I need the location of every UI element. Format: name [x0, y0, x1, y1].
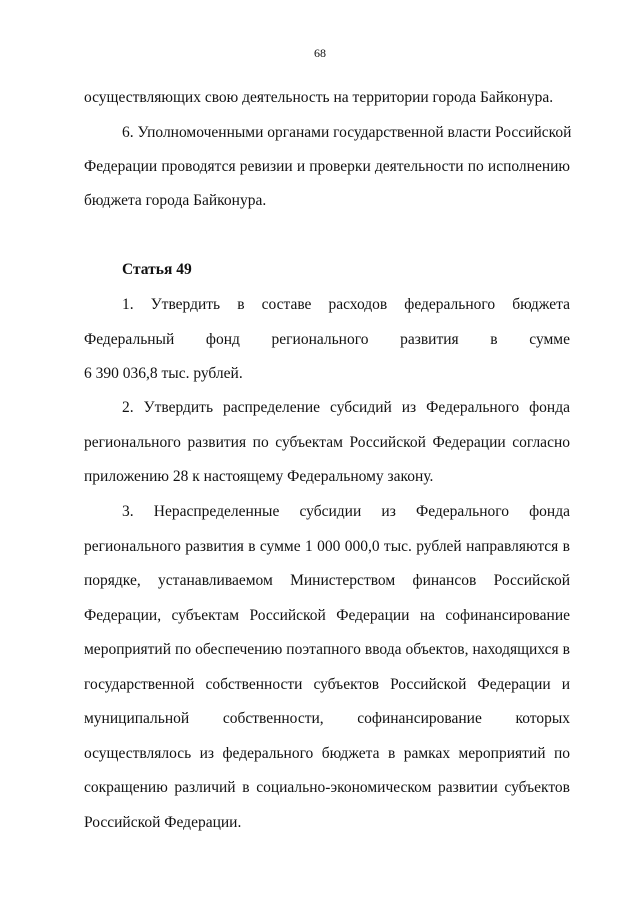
text-line: приложению 28 к настоящему Федеральному закону.: [84, 468, 434, 485]
text-line: регионального развития по субъектам Российской Федерации согласно: [84, 434, 570, 451]
text-line: Федеральный фонд регионального развития в сумме: [84, 331, 570, 348]
text-line: сокращению различий в социально-экономическом развитии субъектов: [84, 779, 570, 796]
text-line: бюджета города Байконура.: [84, 192, 267, 209]
text-line: 6. Уполномоченными органами государственной власти Российской: [122, 124, 572, 141]
text-line: 6 390 036,8 тыс. рублей.: [84, 365, 243, 382]
text-line: мероприятий по обеспечению поэтапного ввода объектов, находящихся в: [84, 641, 570, 658]
text-line: Федерации проводятся ревизии и проверки деятельности по исполнению: [84, 158, 570, 175]
text-line: 1. Утвердить в составе расходов федерального бюджета: [122, 296, 570, 313]
text-line: осуществлялось из федерального бюджета в рамках мероприятий по: [84, 745, 570, 762]
text-line: регионального развития в сумме 1 000 000,0 тыс. рублей направляются в: [84, 538, 570, 555]
text-line: порядке, устанавливаемом Министерством финансов Российской: [84, 572, 570, 589]
text-line: 2. Утвердить распределение субсидий из Федерального фонда: [122, 399, 570, 416]
page-number: 68: [314, 46, 326, 60]
text-line: 3. Нераспределенные субсидии из Федерального фонда: [122, 503, 570, 520]
text-line: Федерации, субъектам Российской Федерации на софинансирование: [84, 607, 570, 624]
text-line: осуществляющих свою деятельность на территории города Байконура.: [84, 89, 554, 106]
text-line: Российской Федерации.: [84, 814, 242, 831]
text-line: государственной собственности субъектов Российской Федерации и: [84, 676, 570, 693]
article-heading: Статья 49: [122, 261, 192, 278]
text-line: муниципальной собственности, софинансирование которых: [84, 710, 570, 727]
